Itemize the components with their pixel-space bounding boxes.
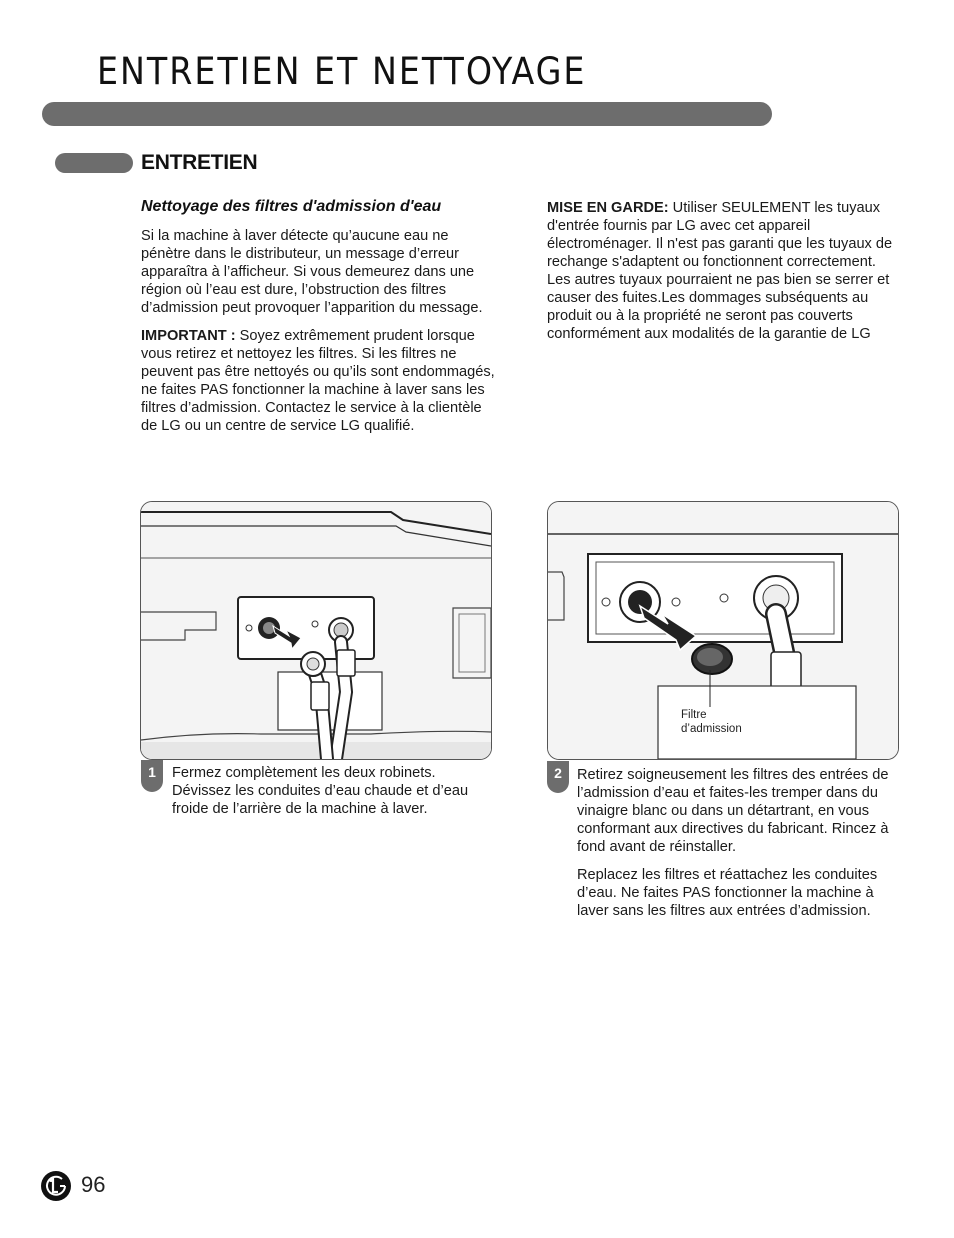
title-bar xyxy=(42,102,772,126)
figure-step-1 xyxy=(140,501,492,760)
page-number: 96 xyxy=(81,1172,106,1197)
step-number-badge: 1 xyxy=(141,760,163,792)
callout-line-2: d’admission xyxy=(681,723,742,735)
intro-paragraph: Si la machine à laver détecte qu’aucune eau ne pénètre dans le distributeur, un message d’erreur apparaîtra à l’afficheur. Si vous demeurez dans une région où l’eau est dure, l’obstruction des filtres d’admission peut provoquer l’apparition du message. xyxy=(141,228,483,316)
step-1-text: Fermez complètement les deux robinets. Dévissez les conduites d’eau chaude et d’eau froide de l’arrière de la machine à laver. xyxy=(172,765,469,817)
right-column xyxy=(547,199,897,343)
important-paragraph xyxy=(141,327,501,435)
step-2-paragraph-1: Retirez soigneusement les filtres des entrées de l’admission d’eau et faites-les tremper dans du vinaigre blanc ou dans un détartrant, en vous conformant aux directives du fabricant. Rincez à fond avant de réinstaller. xyxy=(577,767,889,855)
caution-paragraph xyxy=(547,199,897,343)
caution-label: MISE EN GARDE: xyxy=(547,200,669,216)
important-label: IMPORTANT : xyxy=(141,328,236,344)
section-title: ENTRETIEN xyxy=(141,151,258,174)
page-title: ENTRETIEN ET NETTOYAGE xyxy=(97,50,587,93)
section-pill xyxy=(55,153,133,173)
callout-line-1: Filtre xyxy=(681,709,707,721)
lg-logo-icon xyxy=(40,1170,72,1202)
step-number-badge: 2 xyxy=(547,761,569,793)
section-subtitle: Nettoyage des filtres d'admission d'eau xyxy=(141,198,442,215)
step-2-paragraph-2: Replacez les filtres et réattachez les conduites d’eau. Ne faites PAS fonctionner la machine à laver sans les filtres aux entrées d’admission. xyxy=(577,867,878,919)
washer-back-illustration-1 xyxy=(141,502,491,759)
important-text: Soyez extrêmement prudent lorsque vous retirez et nettoyez les filtres. Si les filtres ne peuvent pas être nettoyés ou qu’ils sont endommagés, ne faites PAS fonctionner la machine à laver sans les filtres d’admission. Contactez le service à la clientèle de LG ou un centre de service LG qualifié. xyxy=(141,328,495,434)
caution-text: Utiliser SEULEMENT les tuyaux d'entrée fournis par LG avec cet appareil électroménager. Il n'est pas garanti que les tuyaux de rechange s'adaptent ou fonctionnent correctement. Les autres tuyaux pourraient ne pas bien se serrer et causer des fuites.Les dommages subséquents au produit ou à la propriété ne seront pas couverts conformément aux modalités de la garantie de LG xyxy=(547,200,893,342)
step-2-text xyxy=(577,766,902,920)
left-column xyxy=(141,227,501,435)
filter-callout xyxy=(681,708,742,736)
